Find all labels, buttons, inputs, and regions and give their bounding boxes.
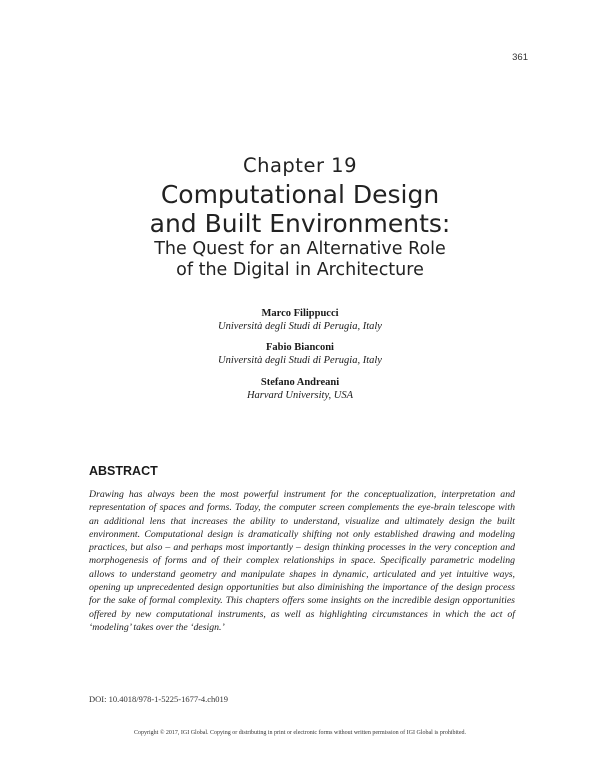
subtitle-line-2: of the Digital in Architecture [176, 260, 424, 280]
author-name: Marco Filippucci [261, 308, 339, 319]
author-block [0, 376, 600, 402]
author-name: Fabio Bianconi [266, 342, 334, 353]
author-block [0, 341, 600, 367]
subtitle-line-1: The Quest for an Alternative Role [154, 239, 446, 259]
doi-line: DOI: 10.4018/978-1-5225-1677-4.ch019 [89, 694, 229, 704]
author-affiliation: Harvard University, USA [246, 390, 354, 401]
page-number: 361 [512, 52, 528, 63]
title-line-1: Computational Design [160, 180, 440, 209]
chapter-title [0, 180, 600, 238]
author-block [0, 307, 600, 333]
abstract-heading: ABSTRACT [89, 464, 158, 478]
chapter-subtitle [0, 239, 600, 281]
copyright-notice: Copyright © 2017, IGI Global. Copying or distributing in print or electronic forms without written permission of IGI Global is prohibited. [133, 730, 466, 736]
abstract-text: Drawing has always been the most powerful instrument for the conceptualization, interpretation and representation of spaces and forms. Today, the computer screen complements the eye-brain telescope with an additional lens that increases the ability to understand, visualize and ultimately design the built environment. Computational design is dramatically shifting not only established drawing and modeling practices, but also – and perhaps most importantly – design thinking processes in the very conception and morphogenesis of forms and of their complex relationships in space. Specifically parametric modeling allows to understand geometry and manipulate shapes in dynamic, articulated and yet intuitive ways, opening up unprecedented design opportunities but also diminishing the importance of the design process for the sake of formal complexity. This chapters offers some insights on the incredible design opportunities offered by new computational instruments, as well as highlighting circumstances in which the act of ‘modeling’ takes over the ‘design.’ [89, 489, 515, 633]
title-line-2: and Built Environments: [149, 209, 451, 238]
author-name: Stefano Andreani [260, 377, 340, 388]
author-affiliation: Università degli Studi di Perugia, Italy [218, 321, 382, 332]
chapter-label: Chapter 19 [243, 154, 357, 177]
author-affiliation: Università degli Studi di Perugia, Italy [218, 355, 382, 366]
